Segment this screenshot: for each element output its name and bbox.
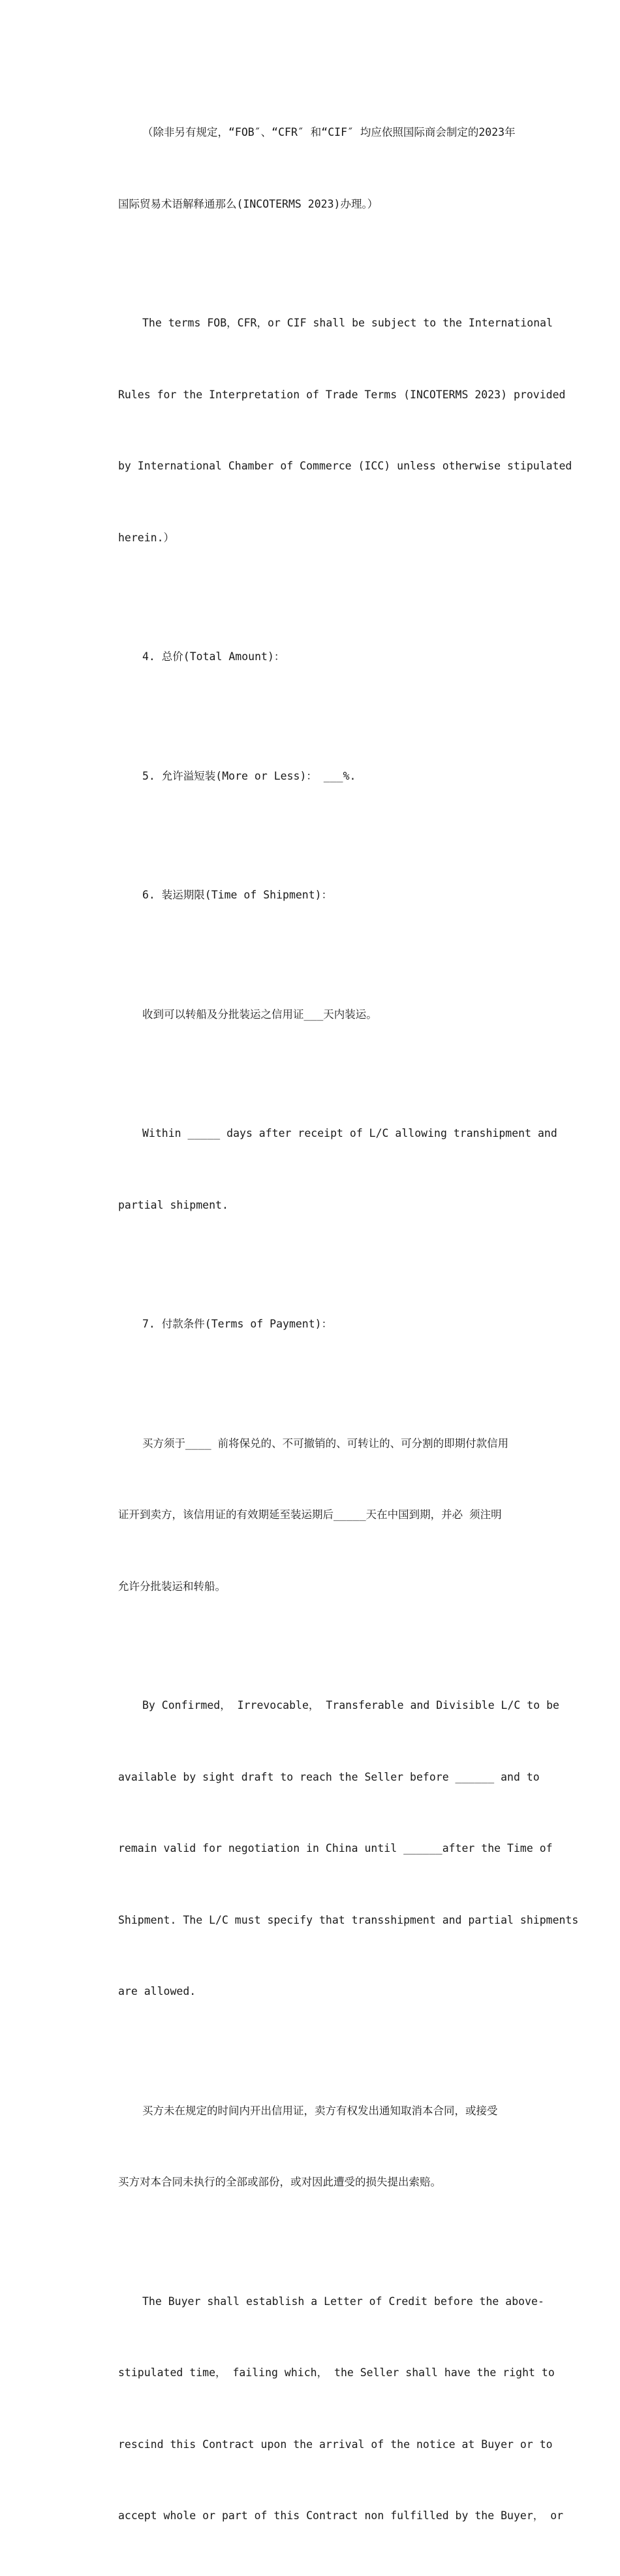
text-line: The Buyer shall establish a Letter of Credit before the above- (142, 2295, 544, 2308)
text-line: 收到可以转船及分批装运之信用证___天内装运。 (142, 1008, 377, 1021)
text-line: rescind this Contract upon the arrival of the notice at Buyer or to (118, 2438, 553, 2451)
text-line: （除非另有规定，“FOB″、“CFR″ 和“CIF″ 均应依照国际商会制定的2023年 (142, 126, 516, 138)
text-line: Within _____ days after receipt of L/C allowing transhipment and (142, 1127, 557, 1139)
text-line: 买方对本合同未执行的全部或部份，或对因此遭受的损失提出索赔。 (118, 2176, 441, 2188)
text-line: 买方须于____ 前将保兑的、不可撤销的、可转让的、可分割的即期付款信用 (142, 1437, 509, 1450)
text-line: 买方未在规定的时间内开出信用证，卖方有权发出通知取消本合同，或接受 (142, 2104, 498, 2117)
paragraph-incoterms-cn (94, 73, 531, 264)
text-line: The terms FOB，CFR，or CIF shall be subject to the International (142, 317, 553, 329)
text-line: 允许分批装运和转船。 (118, 1580, 226, 1593)
text-line: Shipment. The L/C must specify that transshipment and partial shipments (118, 1913, 579, 1926)
heading-terms-of-payment (94, 1265, 531, 1384)
text-line: By Confirmed， Irrevocable， Transferable and Divisible L/C to be (142, 1699, 559, 1711)
text-line: 5. 允许溢短装(More or Less)： ___%. (142, 769, 356, 782)
heading-more-or-less (94, 717, 531, 836)
text-line: stipulated time， failing which， the Seller shall have the right to (118, 2366, 555, 2379)
text-line: 国际贸易术语解释通那么(INCOTERMS 2023)办理。） (118, 197, 379, 210)
heading-time-of-shipment (94, 836, 531, 955)
text-line: accept whole or part of this Contract non fulfilled by the Buyer， or (118, 2509, 564, 2522)
text-line: 6. 装运期限(Time of Shipment)： (142, 889, 333, 901)
document-body (94, 73, 579, 2576)
paragraph-payment-cn (94, 1384, 531, 1647)
paragraph-cancel-cn (94, 2052, 531, 2242)
text-line: herein.） (118, 531, 175, 544)
text-line: 证开到卖方，该信用证的有效期延至装运期后_____天在中国到期，并必 须注明 (118, 1508, 502, 1521)
text-line: by International Chamber of Commerce (ICC) unless otherwise stipulated (118, 460, 572, 472)
paragraph-cancel-en (94, 2242, 564, 2576)
heading-total-amount (94, 597, 531, 717)
paragraph-shipment-cn (94, 955, 531, 1075)
text-line: remain valid for negotiation in China until ______after the Time of (118, 1842, 553, 1854)
paragraph-incoterms-en (94, 264, 572, 597)
paragraph-payment-en (94, 1646, 579, 2052)
text-line: 4. 总价(Total Amount)： (142, 650, 285, 663)
paragraph-shipment-en (94, 1074, 557, 1265)
text-line: 7. 付款条件(Terms of Payment)： (142, 1318, 333, 1330)
text-line: available by sight draft to reach the Seller before ______ and to (118, 1770, 540, 1783)
text-line: are allowed. (118, 1985, 196, 1997)
text-line: partial shipment. (118, 1198, 228, 1211)
text-line: Rules for the Interpretation of Trade Terms (INCOTERMS 2023) provided (118, 388, 566, 401)
